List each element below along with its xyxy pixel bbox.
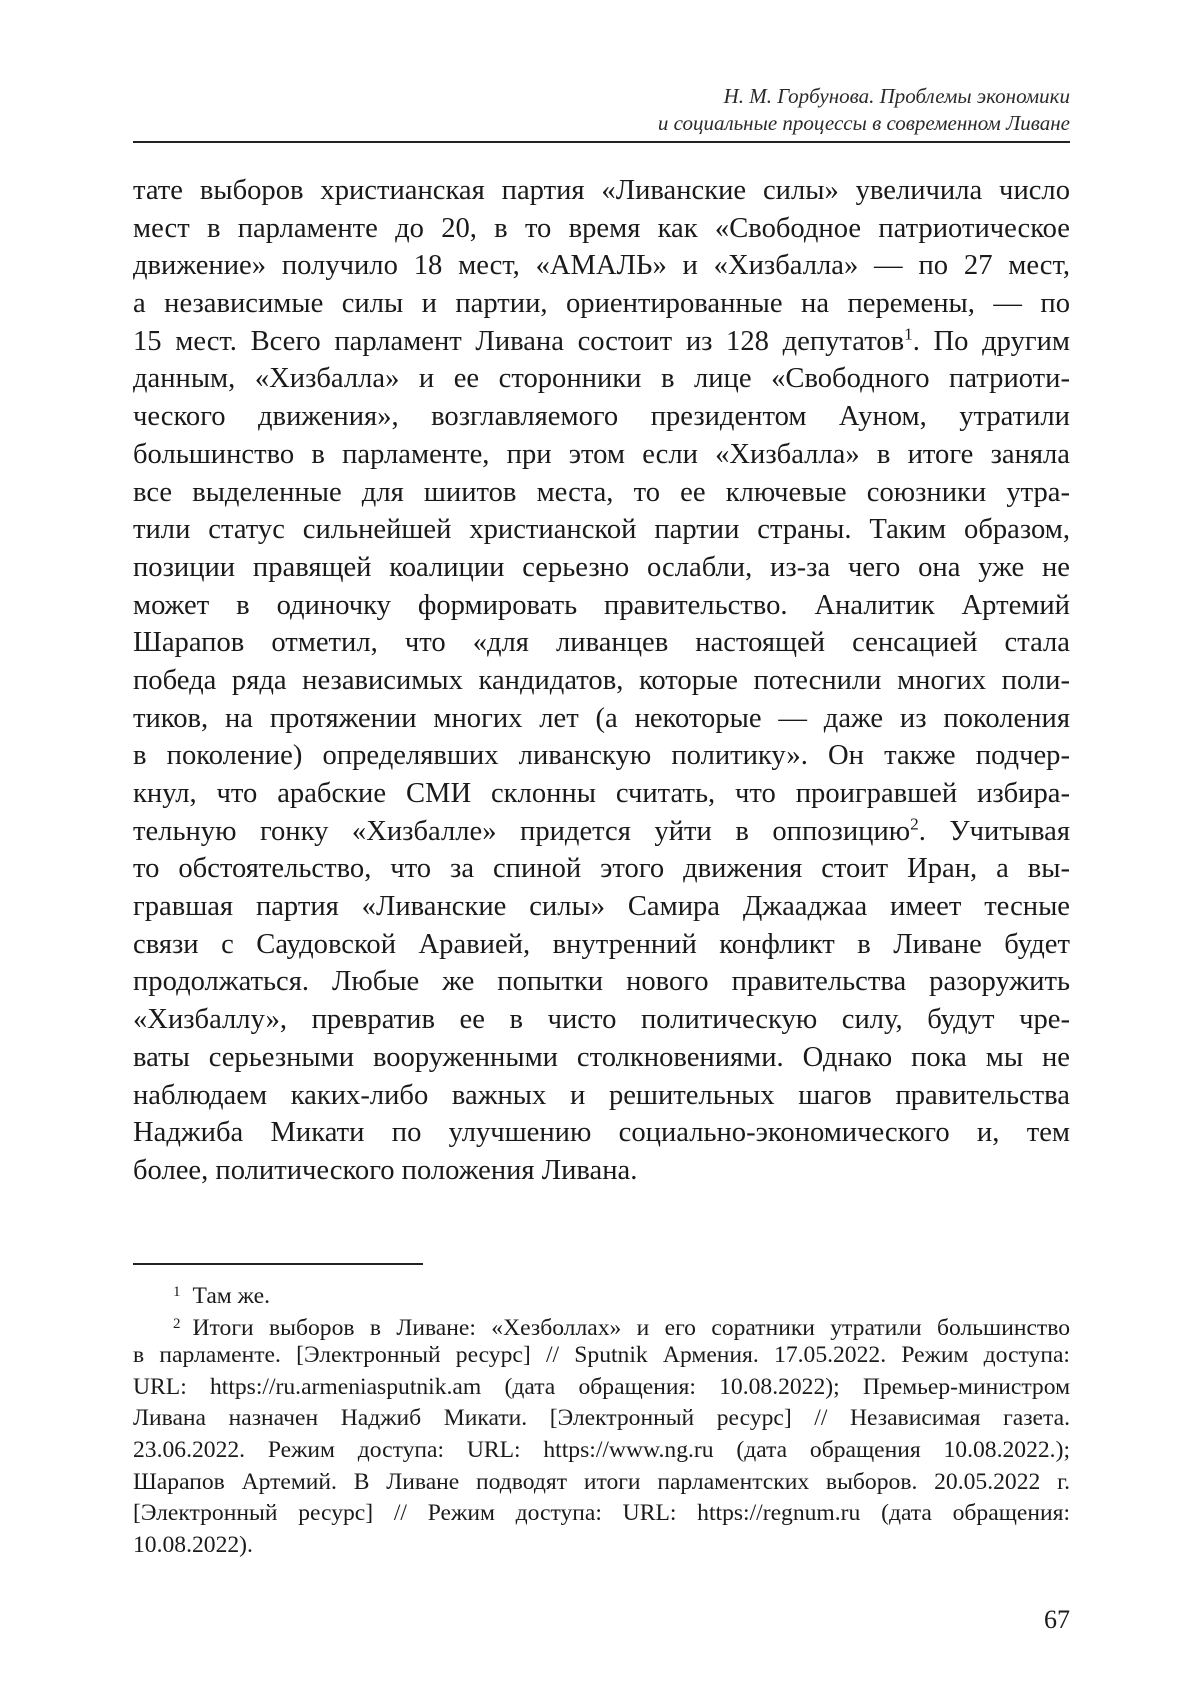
text-line: может в одиночку формировать правительство. Аналитик Артемий — [133, 589, 1070, 621]
header-rule — [133, 141, 1070, 143]
footnote-line: 10.08.2022). — [133, 1531, 253, 1558]
text-line-part: . По другим — [912, 325, 1071, 357]
page-number: 67 — [1044, 1605, 1070, 1634]
footnote-line: в парламенте. [Электронный ресурс] // Sputnik Армения. 17.05.2022. Режим доступа: — [133, 1342, 1070, 1369]
text-line: продолжаться. Любые же попытки нового правительства разоружить — [133, 966, 1070, 998]
text-line: позиции правящей коалиции серьезно ослабли, из-за чего она уже не — [133, 551, 1070, 583]
text-line: тили статус сильнейшей христианской партии страны. Таким образом, — [133, 514, 1070, 546]
running-header — [658, 83, 1070, 137]
text-line: движение» получило 18 мест, «АМАЛЬ» и «Хизбалла» — по 27 мест, — [133, 250, 1070, 282]
text-line: ческого движения», возглавляемого президентом Ауном, утратили — [133, 401, 1070, 433]
footnote-2-text: Итоги выборов в Ливане: «Хезболлах» и его соратники утратили большинство — [192, 1314, 1070, 1341]
text-line: наблюдаем каких-либо важных и решительных шагов правительства — [133, 1079, 1070, 1111]
running-header-line-1: Н. М. Горбунова. Проблемы экономики — [723, 84, 1070, 108]
footnote-2 — [133, 1309, 1070, 1341]
text-line: мест в парламенте до 20, в то время как «Свободное патриотическое — [133, 212, 1070, 244]
text-line: большинство в парламенте, при этом если «Хизбалла» в итоге заняла — [133, 438, 1070, 470]
main-text — [133, 172, 1070, 1190]
footnote-line: Шарапов Артемий. В Ливане подводят итоги парламентских выборов. 20.05.2022 г. — [133, 1468, 1070, 1495]
footnote-line: URL: https://ru.armeniasputnik.am (дата обращения: 10.08.2022); Премьер-министром — [133, 1373, 1070, 1400]
text-line: Шарапов отметил, что «для ливанцев настоящей сенсацией стала — [133, 627, 1070, 659]
text-line: гравшая партия «Ливанские силы» Самира Джааджаа имеет тесные — [133, 891, 1070, 923]
footnote-rule — [133, 1263, 423, 1265]
text-line: более, политического положения Ливана. — [133, 1154, 638, 1186]
text-line: тиков, на протяжении многих лет (а некоторые — даже из поколения — [133, 702, 1070, 734]
footnote-2-marker: 2 — [173, 1315, 181, 1332]
text-line-part: 15 мест. Всего парламент Ливана состоит из 128 депутатов — [133, 325, 905, 357]
footnote-line: Ливана назначен Наджиб Микати. [Электронный ресурс] // Независимая газета. — [133, 1405, 1070, 1432]
footnotes — [133, 1277, 1070, 1561]
footnote-1-marker: 1 — [173, 1284, 181, 1300]
text-line: данным, «Хизбалла» и ее сторонники в лице «Свободного патриоти- — [133, 363, 1070, 395]
text-line-part: . Учитывая — [918, 815, 1070, 847]
text-line — [133, 323, 1070, 361]
text-line: все выделенные для шиитов места, то ее ключевые союзники утра- — [133, 476, 1070, 508]
text-line-part: тельную гонку «Хизбалле» придется уйти в оппозицию — [133, 815, 911, 847]
footnote-1-text: Там же. — [192, 1283, 270, 1309]
text-line: а независимые силы и партии, ориентированные на перемены, — по — [133, 288, 1070, 320]
footnote-1 — [133, 1277, 1070, 1309]
page — [133, 0, 1070, 1696]
text-line: «Хизбаллу», превратив ее в чисто политическую силу, будут чре- — [133, 1004, 1070, 1036]
text-line: связи с Саудовской Аравией, внутренний конфликт в Ливане будет — [133, 928, 1070, 960]
text-line: то обстоятельство, что за спиной этого движения стоит Иран, а вы- — [133, 853, 1070, 885]
text-line — [133, 813, 1070, 851]
running-header-line-2: и социальные процессы в современном Ливане — [657, 111, 1070, 135]
text-line: победа ряда независимых кандидатов, которые потеснили многих поли- — [133, 664, 1070, 696]
text-line: в поколение) определявших ливанскую политику». Он также подчер- — [133, 740, 1070, 772]
footnote-line: [Электронный ресурс] // Режим доступа: URL: https://regnum.ru (дата обращения: — [133, 1500, 1070, 1527]
footnote-reference-2[interactable]: 2 — [910, 814, 919, 834]
text-line: Наджиба Микати по улучшению социально-экономического и, тем — [133, 1117, 1070, 1149]
text-line: тате выборов христианская партия «Ливанские силы» увеличила число — [133, 175, 1070, 206]
text-line: ваты серьезными вооруженными столкновениями. Однако пока мы не — [133, 1041, 1070, 1073]
footnote-reference-1[interactable]: 1 — [904, 324, 913, 344]
text-line: кнул, что арабские СМИ склонны считать, что проигравшей избира- — [133, 778, 1070, 809]
footnote-line: 23.06.2022. Режим доступа: URL: https://www.ng.ru (дата обращения 10.08.2022.); — [133, 1436, 1070, 1463]
